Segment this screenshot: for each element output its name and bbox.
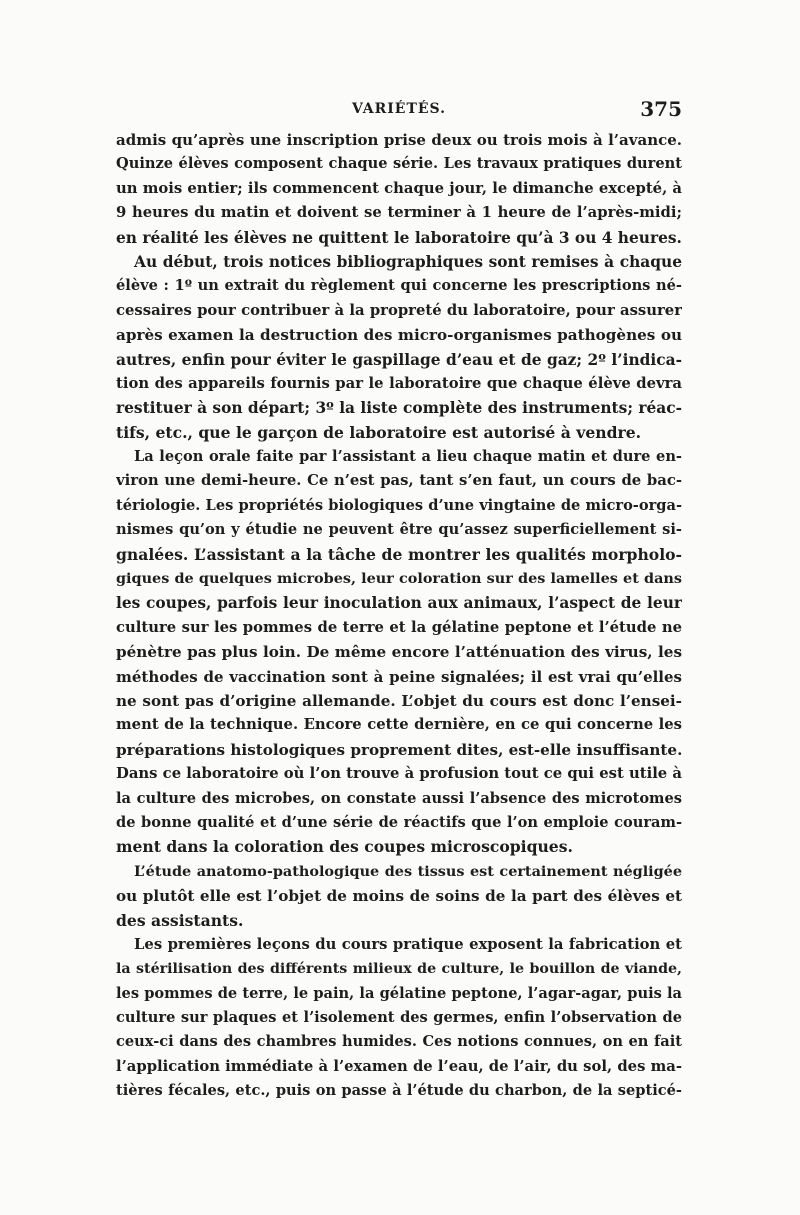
page-number: 375 — [640, 97, 682, 121]
running-header — [116, 97, 682, 123]
text-line: un mois entier; ils commencent chaque jour, le dimanche excepté, à — [116, 179, 682, 197]
text-line: viron une demi-heure. Ce n’est pas, tant s’en faut, un cours de bac- — [116, 472, 682, 490]
text-line: Quinze élèves composent chaque série. Les travaux pratiques durent — [116, 155, 682, 173]
text-line: La leçon orale faite par l’assistant a lieu chaque matin et dure en- — [134, 448, 682, 466]
text-line: gnalées. L’assistant a la tâche de montrer les qualités morpholo- — [116, 544, 682, 564]
text-line: ne sont pas d’origine allemande. L’objet du cours est donc l’ensei- — [116, 691, 682, 710]
text-line: ment de la technique. Encore cette dernière, en ce qui concerne les — [116, 716, 682, 734]
text-line: tières fécales, etc., puis on passe à l’étude du charbon, de la septicé- — [116, 1082, 682, 1100]
text-line: des assistants. — [116, 910, 244, 930]
text-line: nismes qu’on y étudie ne peuvent être qu’assez superficiellement si- — [116, 521, 682, 539]
text-line: Au début, trois notices bibliographiques sont remises à chaque — [134, 252, 682, 271]
text-line: les pommes de terre, le pain, la gélatine peptone, l’agar-agar, puis la — [116, 984, 682, 1002]
text-line: la stérilisation des différents milieux de culture, le bouillon de viande, — [116, 961, 682, 978]
text-line: en réalité les élèves ne quittent le laboratoire qu’à 3 ou 4 heures. — [116, 228, 682, 247]
text-line: ceux-ci dans des chambres humides. Ces notions connues, on en fait — [116, 1033, 682, 1051]
text-line: L’étude anatomo-pathologique des tissus est certainement négligée — [134, 862, 682, 880]
text-line: cessaires pour contribuer à la propreté du laboratoire, pour assurer — [116, 301, 682, 319]
text-line: après examen la destruction des micro-organismes pathogènes ou — [116, 326, 682, 345]
text-line: tion des appareils fournis par le laboratoire que chaque élève devra — [116, 374, 682, 392]
body-text — [116, 128, 682, 1104]
text-line: autres, enfin pour éviter le gaspillage d’eau et de gaz; 2º l’indica- — [116, 350, 682, 369]
text-line: ment dans la coloration des coupes microscopiques. — [116, 837, 573, 857]
text-line: préparations histologiques proprement dites, est-elle insuffisante. — [116, 740, 682, 759]
text-line: l’application immédiate à l’examen de l’eau, de l’air, du sol, des ma- — [116, 1057, 682, 1075]
running-title: VARIÉTÉS. — [351, 101, 447, 117]
text-line: tifs, etc., que le garçon de laboratoire est autorisé à vendre. — [116, 422, 642, 442]
text-line: de bonne qualité et d’une série de réactifs que l’on emploie couram- — [116, 813, 682, 831]
text-line: élève : 1º un extrait du règlement qui concerne les prescriptions né- — [116, 277, 682, 295]
text-line: admis qu’après une inscription prise deux ou trois mois à l’avance. — [116, 131, 682, 149]
text-line: la culture des microbes, on constate aussi l’absence des microtomes — [116, 789, 682, 807]
text-line: culture sur les pommes de terre et la gélatine peptone et l’étude ne — [116, 618, 682, 636]
text-line: ou plutôt elle est l’objet de moins de soins de la part des élèves et — [116, 887, 682, 906]
text-line: giques de quelques microbes, leur coloration sur des lamelles et dans — [116, 570, 682, 588]
text-line: méthodes de vaccination sont à peine signalées; il est vrai qu’elles — [116, 667, 682, 686]
text-line: les coupes, parfois leur inoculation aux animaux, l’aspect de leur — [116, 594, 682, 613]
text-line: restituer à son départ; 3º la liste complète des instruments; réac- — [116, 399, 682, 418]
text-line: culture sur plaques et l’isolement des germes, enfin l’observation de — [116, 1009, 682, 1027]
text-line: Les premières leçons du cours pratique exposent la fabrication et — [134, 935, 682, 953]
text-line: 9 heures du matin et doivent se terminer à 1 heure de l’après-midi; — [116, 204, 682, 222]
text-line: Dans ce laboratoire où l’on trouve à profusion tout ce qui est utile à — [116, 765, 682, 783]
text-line: tériologie. Les propriétés biologiques d’une vingtaine de micro-orga- — [116, 496, 682, 514]
text-line: pénètre pas plus loin. De même encore l’atténuation des virus, les — [116, 643, 682, 662]
